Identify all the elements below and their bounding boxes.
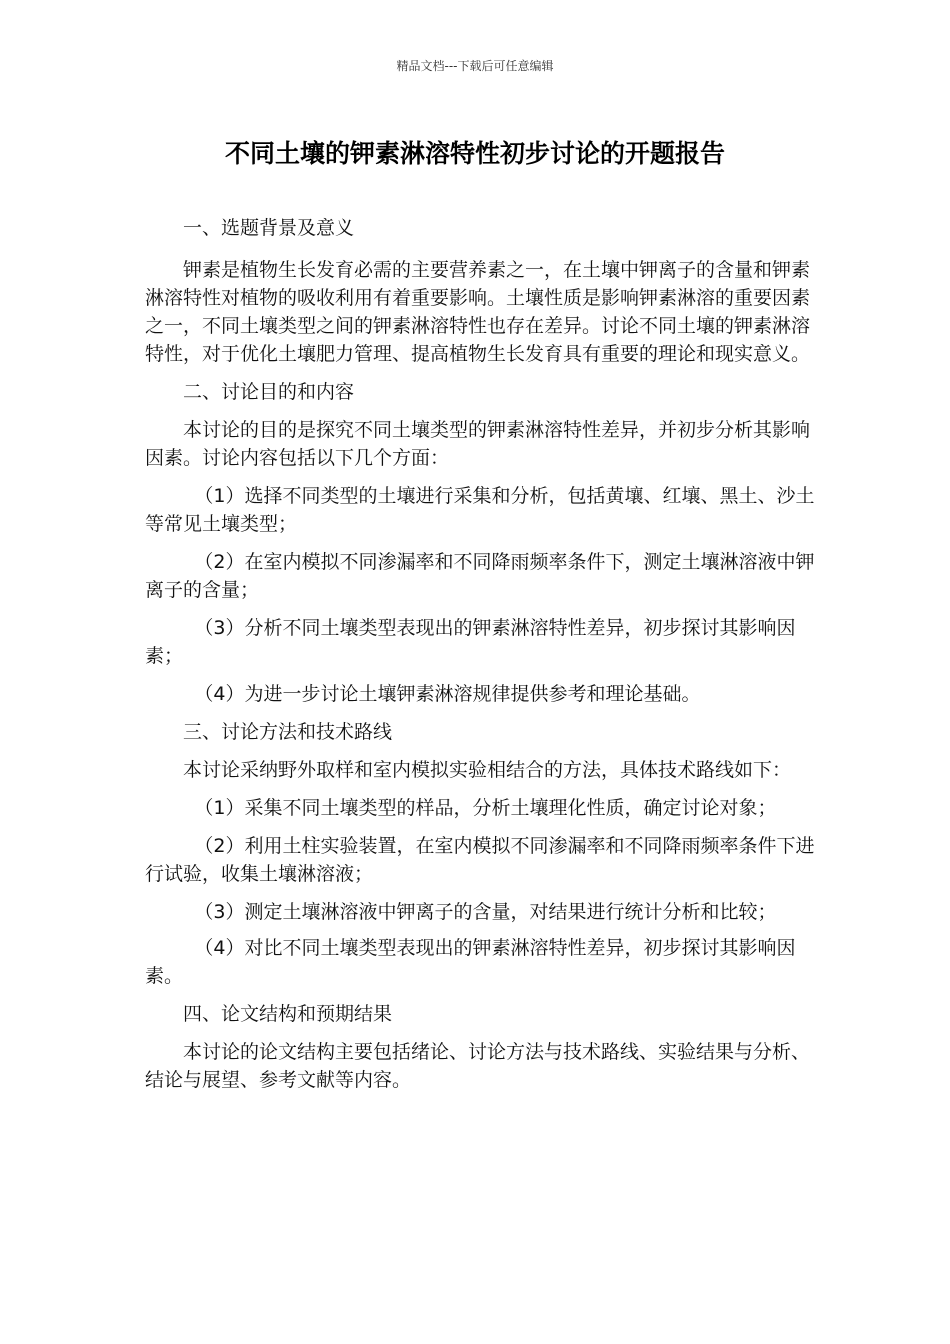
list-item: （3）分析不同土壤类型表现出的钾素淋溶特性差异，初步探讨其影响因素； bbox=[145, 617, 796, 667]
section-heading-objectives: 二、讨论目的和内容 bbox=[183, 381, 355, 403]
list-item: （3）测定土壤淋溶液中钾离子的含量，对结果进行统计分析和比较； bbox=[194, 901, 777, 923]
header-note: 精品文档---下载后可任意编辑 bbox=[396, 59, 554, 73]
list-item: （4）对比不同土壤类型表现出的钾素淋溶特性差异，初步探讨其影响因素。 bbox=[145, 937, 796, 987]
section-paragraph-methods: 本讨论采纳野外取样和室内模拟实验相结合的方法，具体技术路线如下： bbox=[183, 759, 792, 781]
section-heading-background: 一、选题背景及意义 bbox=[183, 217, 355, 239]
document-body bbox=[145, 214, 815, 1094]
list-item: （1）采集不同土壤类型的样品，分析土壤理化性质，确定讨论对象； bbox=[194, 797, 777, 819]
section-paragraph-background: 钾素是植物生长发育必需的主要营养素之一，在土壤中钾离子的含量和钾素淋溶特性对植物的吸收利用有着重要影响。土壤性质是影响钾素淋溶的重要因素之一，不同土壤类型之间的钾素淋溶特性也存在差异。讨论不同土壤的钾素淋溶特性，对于优化土壤肥力管理、提高植物生长发育具有重要的理论和现实意义。 bbox=[145, 259, 811, 365]
list-item: （2）在室内模拟不同渗漏率和不同降雨频率条件下，测定土壤淋溶液中钾离子的含量； bbox=[145, 551, 815, 601]
list-item: （4）为进一步讨论土壤钾素淋溶规律提供参考和理论基础。 bbox=[194, 683, 701, 705]
section-paragraph-structure: 本讨论的论文结构主要包括绪论、讨论方法与技术路线、实验结果与分析、结论与展望、参考文献等内容。 bbox=[145, 1041, 811, 1091]
list-item: （1）选择不同类型的土壤进行采集和分析，包括黄壤、红壤、黑土、沙土等常见土壤类型； bbox=[145, 485, 815, 535]
section-heading-methods: 三、讨论方法和技术路线 bbox=[183, 721, 393, 743]
section-heading-structure: 四、论文结构和预期结果 bbox=[183, 1003, 393, 1025]
section-paragraph-objectives: 本讨论的目的是探究不同土壤类型的钾素淋溶特性差异，并初步分析其影响因素。讨论内容包括以下几个方面： bbox=[145, 419, 811, 469]
list-item: （2）利用土柱实验装置，在室内模拟不同渗漏率和不同降雨频率条件下进行试验，收集土壤淋溶液； bbox=[145, 835, 815, 885]
document-title: 不同土壤的钾素淋溶特性初步讨论的开题报告 bbox=[224, 139, 725, 168]
